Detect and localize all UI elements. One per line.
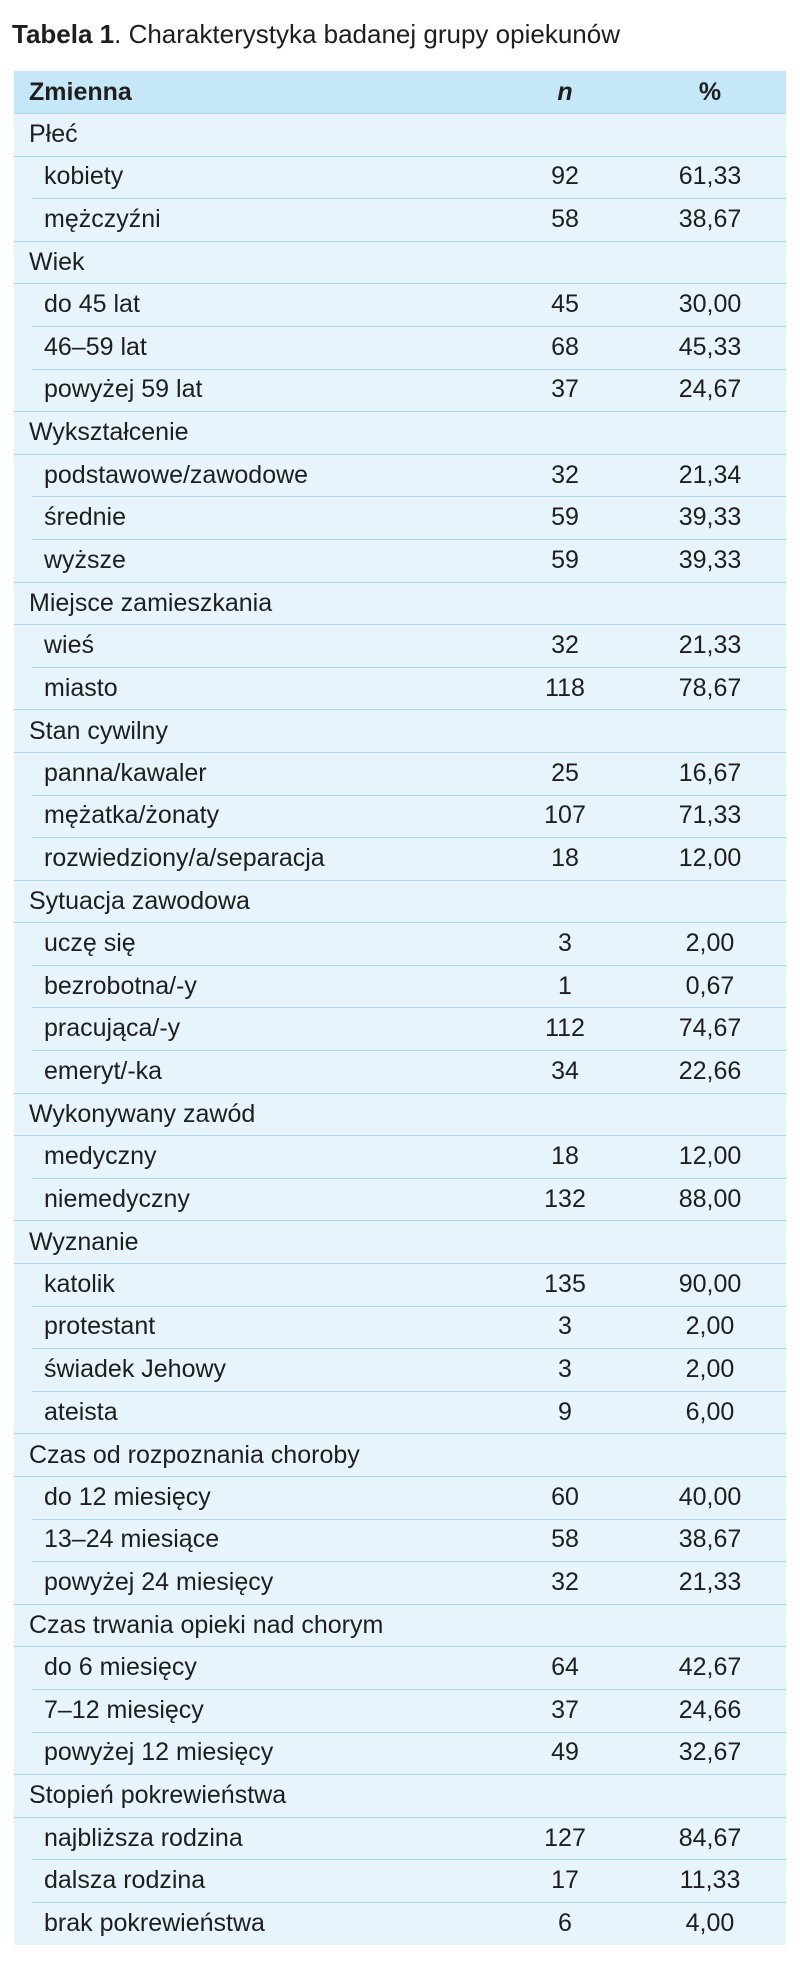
category-label: uczę się: [44, 929, 136, 958]
table-body: [14, 113, 786, 1945]
category-label: panna/kawaler: [44, 758, 207, 787]
table-row: [14, 539, 786, 582]
group-title: Wykonywany zawód: [29, 1099, 256, 1128]
table-row: [14, 156, 786, 199]
table-row: [14, 1902, 786, 1945]
table-caption-label: Tabela 1: [12, 19, 115, 49]
percent-value: 11,33: [679, 1866, 741, 1895]
count-value: 3: [558, 1312, 572, 1341]
category-label: 7–12 miesięcy: [44, 1695, 204, 1724]
table-row: [14, 965, 786, 1008]
category-label: powyżej 59 lat: [44, 375, 203, 404]
category-label: brak pokrewieństwa: [44, 1908, 265, 1937]
count-value: 135: [544, 1269, 586, 1298]
count-value: 132: [544, 1184, 586, 1213]
table-row: [14, 326, 786, 369]
count-value: 32: [551, 630, 579, 659]
group-row: [14, 582, 786, 625]
group-row: [14, 880, 786, 923]
percent-value: 2,00: [685, 1312, 735, 1341]
table-row: [14, 1561, 786, 1604]
group-row: [14, 1093, 786, 1136]
table-row: [14, 1646, 786, 1689]
percent-value: 84,67: [678, 1823, 742, 1852]
table-row: [14, 369, 786, 412]
table-row: [14, 1263, 786, 1306]
count-value: 59: [551, 545, 579, 574]
table-row: [14, 454, 786, 497]
count-value: 3: [558, 929, 572, 958]
category-label: do 6 miesięcy: [44, 1653, 197, 1682]
category-label: podstawowe/zawodowe: [44, 460, 309, 489]
percent-value: 38,67: [678, 204, 742, 233]
category-label: do 45 lat: [44, 290, 140, 319]
group-row: [14, 113, 786, 156]
percent-value: 39,33: [678, 503, 742, 532]
table-row: [14, 1306, 786, 1349]
table-caption: [12, 16, 620, 52]
group-row: [14, 1220, 786, 1263]
table-row: [14, 1050, 786, 1093]
category-label: 46–59 lat: [44, 332, 147, 361]
percent-value: 4,00: [685, 1908, 735, 1937]
category-label: wyższe: [44, 545, 126, 574]
category-label: do 12 miesięcy: [44, 1482, 211, 1511]
count-value: 17: [551, 1866, 579, 1895]
table-row: [14, 1476, 786, 1519]
table-row: [14, 922, 786, 965]
percent-value: 21,33: [678, 630, 742, 659]
category-label: mężczyźni: [44, 204, 161, 233]
table-row: [14, 1689, 786, 1732]
table-row: [14, 283, 786, 326]
category-label: pracująca/-y: [44, 1014, 181, 1043]
table-row: [14, 1391, 786, 1434]
percent-value: 45,33: [678, 332, 742, 361]
percent-value: 30,00: [678, 290, 742, 319]
count-value: 107: [544, 801, 586, 830]
count-value: 37: [551, 375, 579, 404]
category-label: dalsza rodzina: [44, 1866, 206, 1895]
group-title: Stan cywilny: [29, 716, 168, 745]
count-value: 112: [545, 1014, 585, 1043]
percent-value: 32,67: [678, 1738, 742, 1767]
category-label: średnie: [44, 503, 126, 532]
count-value: 59: [551, 503, 579, 532]
header-variable: Zmienna: [29, 77, 132, 106]
count-value: 18: [551, 1142, 579, 1171]
percent-value: 24,66: [678, 1695, 742, 1724]
percent-value: 21,33: [678, 1567, 742, 1596]
count-value: 3: [558, 1355, 572, 1384]
table-row: [14, 198, 786, 241]
category-label: najbliższa rodzina: [44, 1823, 243, 1852]
category-label: 13–24 miesiące: [44, 1525, 220, 1554]
count-value: 6: [558, 1908, 572, 1937]
count-value: 68: [551, 332, 579, 361]
table-row: [14, 496, 786, 539]
percent-value: 16,67: [678, 758, 742, 787]
percent-value: 40,00: [678, 1482, 742, 1511]
table-row: [14, 1007, 786, 1050]
percent-value: 38,67: [678, 1525, 742, 1554]
percent-value: 71,33: [678, 801, 742, 830]
count-value: 58: [551, 204, 579, 233]
group-title: Czas od rozpoznania choroby: [29, 1440, 360, 1469]
category-label: miasto: [44, 673, 118, 702]
percent-value: 2,00: [685, 1355, 735, 1384]
count-value: 64: [551, 1653, 579, 1682]
header-n: n: [557, 77, 573, 106]
percent-value: 39,33: [678, 545, 742, 574]
table-row: [14, 1135, 786, 1178]
percent-value: 2,00: [685, 929, 735, 958]
percent-value: 12,00: [678, 1142, 742, 1171]
count-value: 58: [551, 1525, 579, 1554]
group-row: [14, 241, 786, 284]
group-title: Wiek: [29, 248, 85, 277]
category-label: bezrobotna/-y: [44, 971, 197, 1000]
category-label: emeryt/-ka: [44, 1056, 163, 1085]
category-label: katolik: [44, 1269, 115, 1298]
count-value: 1: [558, 971, 572, 1000]
category-label: rozwiedziony/a/separacja: [44, 843, 325, 872]
table-row: [14, 752, 786, 795]
table-caption-text: . Charakterystyka badanej grupy opiekunów: [114, 19, 620, 49]
percent-value: 6,00: [685, 1397, 735, 1426]
count-value: 45: [551, 290, 579, 319]
count-value: 25: [551, 758, 579, 787]
percent-value: 78,67: [678, 673, 742, 702]
group-title: Miejsce zamieszkania: [29, 588, 273, 617]
table-row: [14, 1519, 786, 1562]
table-row: [14, 1817, 786, 1860]
count-value: 9: [558, 1397, 572, 1426]
category-label: mężatka/żonaty: [44, 801, 220, 830]
table-row: [14, 667, 786, 710]
percent-value: 61,33: [678, 162, 742, 191]
percent-value: 74,67: [678, 1014, 742, 1043]
count-value: 37: [551, 1695, 579, 1724]
category-label: niemedyczny: [44, 1184, 190, 1213]
table-header-row: [14, 71, 786, 113]
percent-value: 0,67: [685, 971, 735, 1000]
group-title: Wykształcenie: [29, 418, 189, 447]
category-label: medyczny: [44, 1142, 157, 1171]
table-row: [14, 1178, 786, 1221]
percent-value: 88,00: [678, 1184, 742, 1213]
characteristics-table: [14, 71, 786, 1945]
count-value: 32: [551, 1567, 579, 1596]
count-value: 127: [544, 1823, 586, 1852]
group-title: Wyznanie: [29, 1227, 139, 1256]
percent-value: 24,67: [678, 375, 742, 404]
count-value: 49: [551, 1738, 579, 1767]
group-row: [14, 1774, 786, 1817]
category-label: kobiety: [44, 162, 124, 191]
category-label: świadek Jehowy: [44, 1355, 227, 1384]
percent-value: 42,67: [678, 1653, 742, 1682]
percent-value: 90,00: [678, 1269, 742, 1298]
count-value: 34: [551, 1056, 579, 1085]
count-value: 92: [551, 162, 579, 191]
group-row: [14, 411, 786, 454]
table-row: [14, 837, 786, 880]
group-row: [14, 709, 786, 752]
group-row: [14, 1604, 786, 1647]
category-label: powyżej 12 miesięcy: [44, 1738, 274, 1767]
table-row: [14, 624, 786, 667]
category-label: powyżej 24 miesięcy: [44, 1567, 274, 1596]
table-row: [14, 1348, 786, 1391]
table-row: [14, 1732, 786, 1775]
percent-value: 22,66: [678, 1056, 742, 1085]
group-title: Sytuacja zawodowa: [29, 886, 250, 915]
group-title: Płeć: [29, 120, 78, 149]
count-value: 18: [551, 843, 579, 872]
percent-value: 21,34: [678, 460, 742, 489]
header-percent: %: [698, 77, 722, 106]
count-value: 60: [551, 1482, 579, 1511]
category-label: protestant: [44, 1312, 156, 1341]
count-value: 32: [551, 460, 579, 489]
category-label: ateista: [44, 1397, 118, 1426]
table-row: [14, 1859, 786, 1902]
group-title: Stopień pokrewieństwa: [29, 1781, 287, 1810]
group-title: Czas trwania opieki nad chorym: [29, 1611, 384, 1640]
count-value: 118: [545, 673, 585, 702]
table-row: [14, 795, 786, 838]
percent-value: 12,00: [678, 843, 742, 872]
group-row: [14, 1433, 786, 1476]
category-label: wieś: [44, 630, 95, 659]
